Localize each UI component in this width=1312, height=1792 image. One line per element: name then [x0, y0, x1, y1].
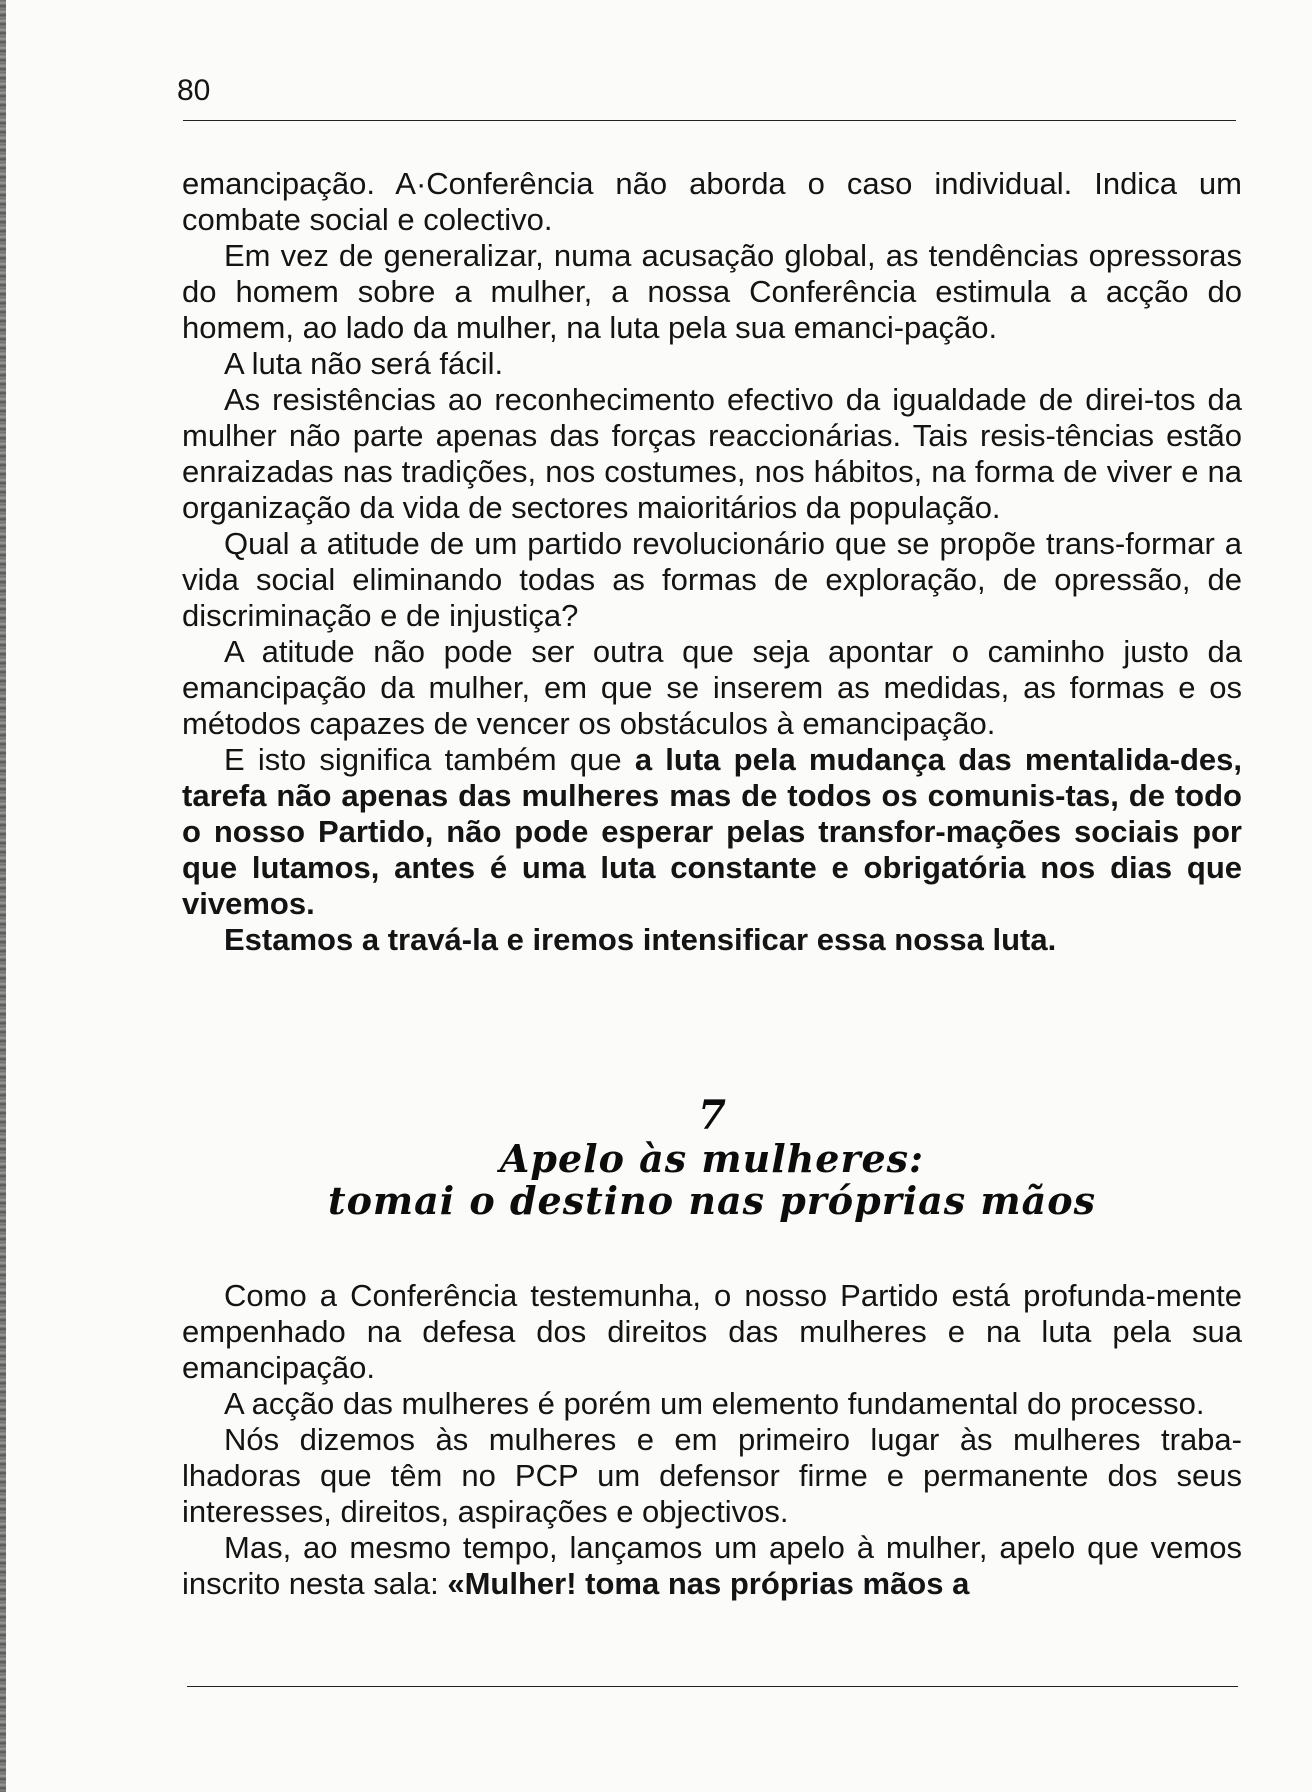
- chapter-number: 7: [698, 1092, 726, 1139]
- scan-edge: [0, 0, 6, 1792]
- page-number: 80: [177, 74, 211, 107]
- paragraph: Qual a atitude de um partido revolucionário que se propõe trans-formar a vida social eliminando todas as formas de exploração, de opressão, de discriminação e de injustiça?: [182, 526, 1242, 633]
- body-text-top: [182, 166, 1242, 958]
- paragraph: As resistências ao reconhecimento efectivo da igualdade de direi-tos da mulher não parte apenas das forças reaccionárias. Tais resis-tências estão enraizadas nas tradições, nos costumes, nos hábitos, na forma de viver e na organização da vida de sectores maioritários da população.: [182, 382, 1242, 525]
- chapter-title-line-2: tomai o destino nas próprias mãos: [328, 1178, 1096, 1223]
- closing-bold: Estamos a travá-la e iremos intensificar essa nossa luta.: [224, 922, 1057, 957]
- chapter-title-line-1: Apelo às mulheres:: [499, 1136, 925, 1181]
- paragraph: Nós dizemos às mulheres e em primeiro lugar às mulheres traba-lhadoras que têm no PCP um defensor firme e permanente dos seus interesses, direitos, aspirações e objectivos.: [182, 1422, 1242, 1529]
- final-bold: «Mulher! toma nas próprias mãos a: [447, 1566, 970, 1601]
- paragraph: A luta não será fácil.: [224, 346, 504, 381]
- emphasis-bold: a luta pela mudança das mentalida-des, tarefa não apenas das mulheres mas de todos os comunis-tas, de todo o nosso Partido, não pode esperar pelas transfor-mações sociais por que lutamos, antes é uma luta constante e obrigatória nos dias que vivemos.: [182, 742, 1242, 921]
- closing-paragraph: [182, 922, 1242, 958]
- paragraph: A acção das mulheres é porém um elemento fundamental do processo.: [224, 1386, 1205, 1421]
- chapter-heading: [182, 1094, 1242, 1222]
- emphasis-paragraph: [182, 742, 1242, 922]
- paragraph: emancipação. A·Conferência não aborda o caso individual. Indica um combate social e colectivo.: [182, 166, 1242, 237]
- paragraph: Em vez de generalizar, numa acusação global, as tendências opressoras do homem sobre a mulher, a nossa Conferência estimula a acção do homem, ao lado da mulher, na luta pela sua emanci-pação.: [182, 238, 1242, 345]
- body-text-bottom: [182, 1278, 1242, 1602]
- final-paragraph: [182, 1530, 1242, 1602]
- paragraph: A atitude não pode ser outra que seja apontar o caminho justo da emancipação da mulher, em que se inserem as medidas, as formas e os métodos capazes de vencer os obstáculos à emancipação.: [182, 634, 1242, 741]
- emphasis-lead: E isto significa também que: [224, 742, 635, 777]
- final-lead: Mas, ao mesmo tempo, lançamos um apelo à mulher, apelo que vemos inscrito nesta sala:: [182, 1530, 1242, 1601]
- header-rule: [183, 120, 1236, 121]
- paragraph: Como a Conferência testemunha, o nosso Partido está profunda-mente empenhado na defesa dos direitos das mulheres e na luta pela sua emancipação.: [182, 1278, 1242, 1385]
- footer-rule: [187, 1686, 1238, 1687]
